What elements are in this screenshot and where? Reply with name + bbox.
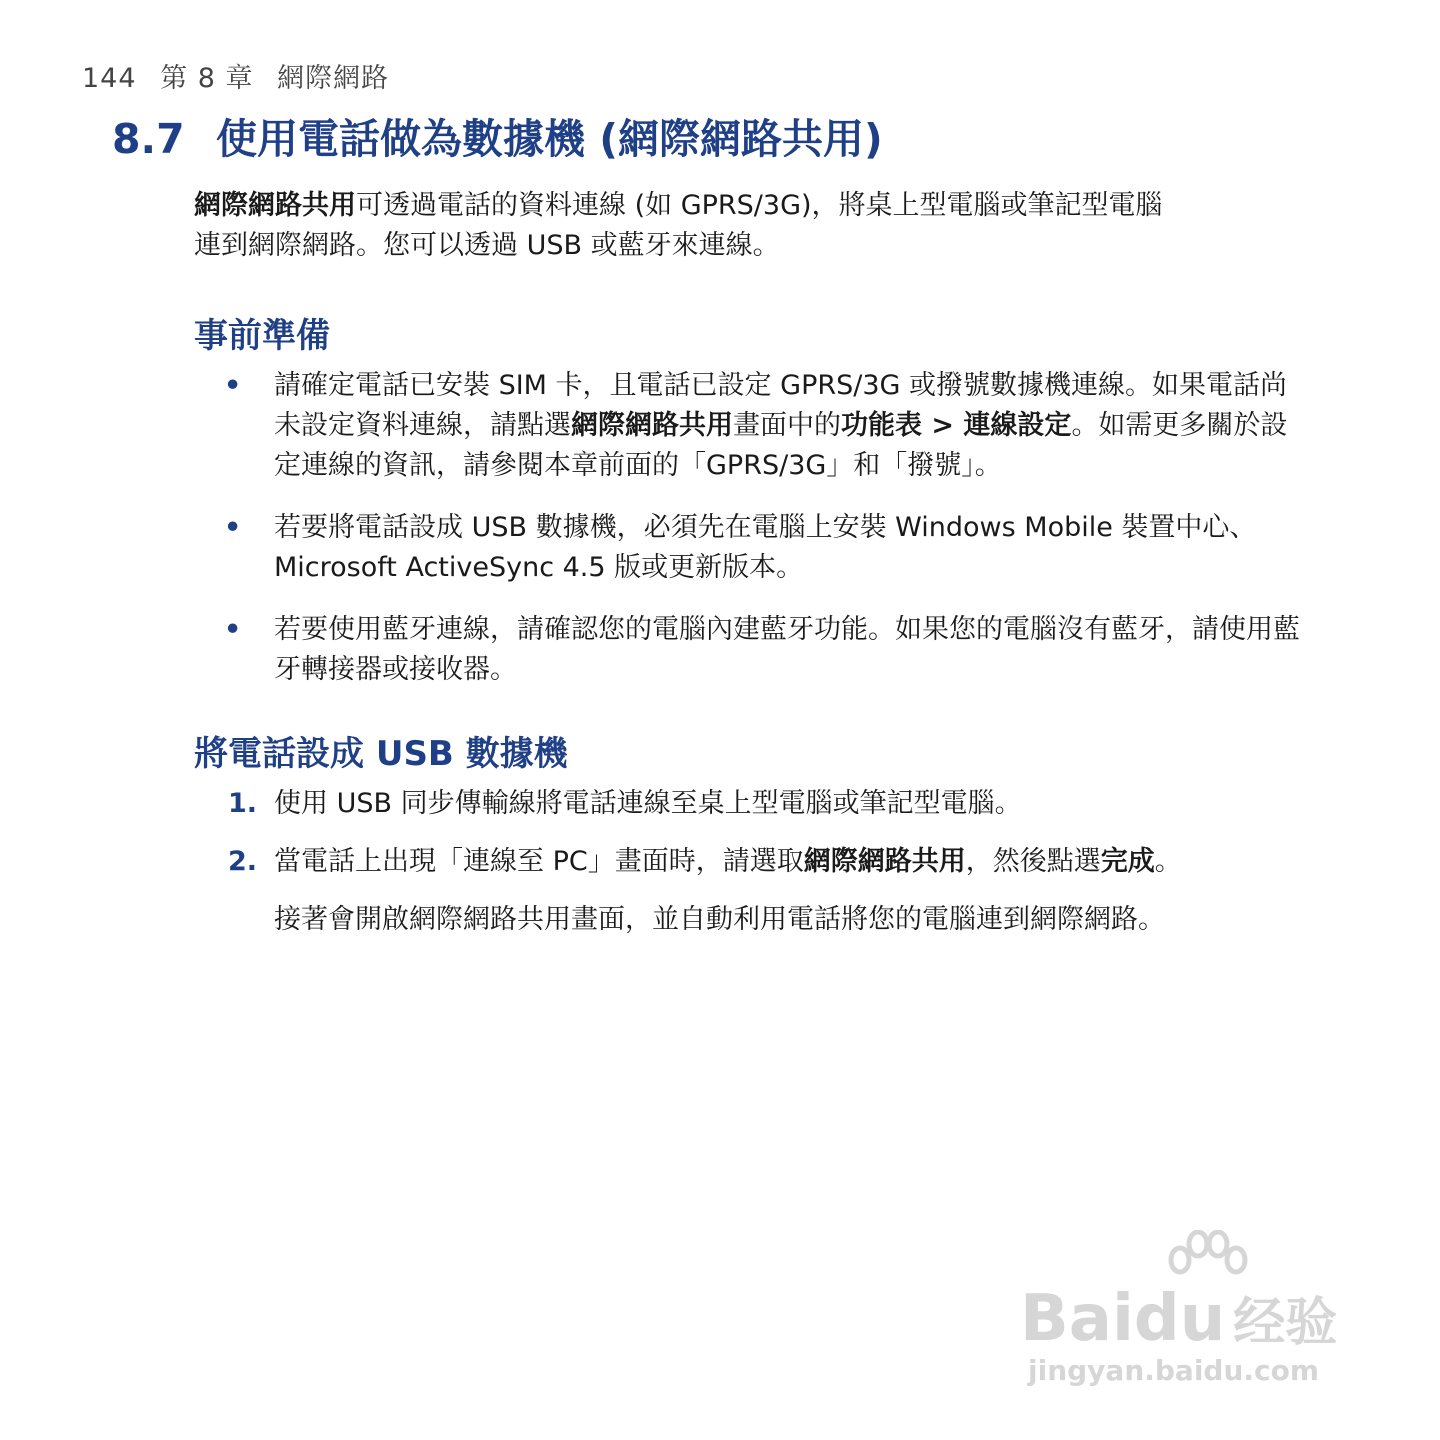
list-item [194,366,1304,486]
prep-item1-text3: 。如需更多關於設定連線的資訊，請參閱本章前面的「GPRS/3G」和「撥號」。 [274,410,1288,481]
step2-bold2: 完成 [1100,846,1155,877]
watermark-brand-text: Baidu [1020,1282,1226,1356]
step1-text: 使用 USB 同步傳輸線將電話連線至桌上型電腦或筆記型電腦。 [274,788,1022,819]
step2-note: 接著會開啟網際網路共用畫面，並自動利用電話將您的電腦連到網際網路。 [274,904,1165,935]
chapter-title: 網際網路 [277,63,390,94]
list-item [194,784,1304,824]
list-item [194,842,1304,882]
list-item [194,508,1304,588]
prep-item1-bold1: 網際網路共用 [571,410,733,441]
intro-line1: 可透過電話的資料連線 (如 GPRS/3G)，將桌上型電腦或筆記型電腦 [356,190,1163,221]
bullet-icon: • [224,614,242,645]
step2-text2: ，然後點選 [965,846,1101,877]
watermark-url: jingyan.baidu.com [1028,1354,1320,1387]
intro-bold-term: 網際網路共用 [194,190,356,221]
step2-text3: 。 [1154,846,1182,877]
step2-bold1: 網際網路共用 [803,846,966,877]
section-title [112,106,883,165]
prep-item3-text: 若要使用藍牙連線，請確認您的電腦內建藍牙功能。如果您的電腦沒有藍牙，請使用藍牙轉接器或接收器。 [274,614,1300,685]
step-number: 1. [228,788,258,819]
bullet-icon: • [224,370,242,401]
intro-paragraph [194,186,1304,266]
prep-item1-text1: 請確定電話已安裝 SIM 卡，且電話已設定 GPRS/3G 或撥號數據機連線。如果電話尚未設定資料連線，請點選 [274,370,1288,441]
baidu-watermark [1020,1230,1360,1390]
chapter-label: 第 8 章 [160,63,254,94]
step-number: 2. [228,846,258,877]
prep-item1-bold2: 功能表 > 連線設定 [841,410,1072,441]
bullet-icon: • [224,512,242,543]
prep-list [194,366,1304,690]
prep-item2-text: 若要將電話設成 USB 數據機，必須先在電腦上安裝 Windows Mobile 裝置中心、Microsoft ActiveSync 4.5 版或更新版本。 [274,512,1257,583]
section-number: 8.7 [112,115,185,163]
page-content [194,186,1304,940]
usb-heading: 將電話設成 USB 數據機 [194,734,568,774]
page-number: 144 [82,63,137,94]
prep-item1-text2: 畫面中的 [733,410,841,441]
list-item [194,610,1304,690]
step2-text1: 當電話上出現「連線至 PC」畫面時，請選取 [274,846,804,877]
section-title-text: 使用電話做為數據機 (網際網路共用) [216,115,883,163]
page-header [82,56,403,95]
prep-heading: 事前準備 [194,316,330,356]
watermark-brand [1020,1280,1337,1356]
usb-steps [194,784,1304,882]
intro-line2: 連到網際網路。您可以透過 USB 或藍牙來連線。 [194,230,780,261]
watermark-brand-cn: 经验 [1233,1293,1338,1353]
